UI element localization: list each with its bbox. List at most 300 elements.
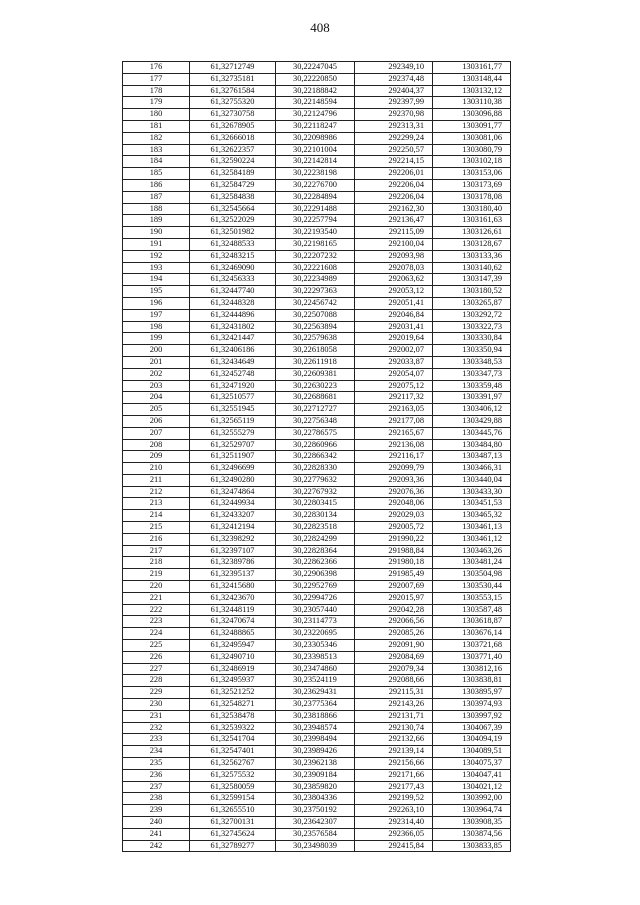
table-row [123, 333, 511, 345]
table-row [123, 498, 511, 510]
longitude-cell: 30,23474860 [276, 663, 355, 675]
table-row [123, 569, 511, 581]
y-coordinate-cell: 1303126,61 [433, 227, 511, 239]
point-number-cell: 206 [123, 415, 190, 427]
table-row [123, 439, 511, 451]
x-coordinate-cell: 292366,05 [355, 828, 433, 840]
latitude-cell: 61,32398292 [190, 533, 276, 545]
longitude-cell: 30,22188842 [276, 85, 355, 97]
longitude-cell: 30,22611918 [276, 356, 355, 368]
y-coordinate-cell: 1303429,88 [433, 415, 511, 427]
y-coordinate-cell: 1303440,04 [433, 474, 511, 486]
x-coordinate-cell: 292349,10 [355, 62, 433, 74]
y-coordinate-cell: 1303128,67 [433, 238, 511, 250]
longitude-cell: 30,22823518 [276, 522, 355, 534]
point-number-cell: 216 [123, 533, 190, 545]
table-row [123, 191, 511, 203]
latitude-cell: 61,32495937 [190, 675, 276, 687]
x-coordinate-cell: 292015,97 [355, 592, 433, 604]
latitude-cell: 61,32431802 [190, 321, 276, 333]
y-coordinate-cell: 1303132,12 [433, 85, 511, 97]
point-number-cell: 210 [123, 463, 190, 475]
x-coordinate-cell: 292206,04 [355, 179, 433, 191]
y-coordinate-cell: 1303391,97 [433, 392, 511, 404]
x-coordinate-cell: 292299,24 [355, 132, 433, 144]
latitude-cell: 61,32538478 [190, 710, 276, 722]
point-number-cell: 219 [123, 569, 190, 581]
table-row [123, 215, 511, 227]
table-row [123, 132, 511, 144]
table-row [123, 769, 511, 781]
x-coordinate-cell: 292029,03 [355, 510, 433, 522]
longitude-cell: 30,22862366 [276, 557, 355, 569]
page-number: 408 [310, 20, 330, 35]
y-coordinate-cell: 1303096,88 [433, 109, 511, 121]
point-number-cell: 184 [123, 156, 190, 168]
point-number-cell: 218 [123, 557, 190, 569]
point-number-cell: 188 [123, 203, 190, 215]
longitude-cell: 30,23804336 [276, 793, 355, 805]
point-number-cell: 193 [123, 262, 190, 274]
latitude-cell: 61,32712749 [190, 62, 276, 74]
table-row [123, 227, 511, 239]
y-coordinate-cell: 1303147,39 [433, 274, 511, 286]
table-row [123, 687, 511, 699]
latitude-cell: 61,32510577 [190, 392, 276, 404]
y-coordinate-cell: 1303348,53 [433, 356, 511, 368]
longitude-cell: 30,22860966 [276, 439, 355, 451]
point-number-cell: 236 [123, 769, 190, 781]
point-number-cell: 241 [123, 828, 190, 840]
table-row [123, 380, 511, 392]
table-row [123, 828, 511, 840]
table-row [123, 179, 511, 191]
longitude-cell: 30,22830134 [276, 510, 355, 522]
y-coordinate-cell: 1303618,87 [433, 616, 511, 628]
longitude-cell: 30,23948574 [276, 722, 355, 734]
x-coordinate-cell: 292136,08 [355, 439, 433, 451]
y-coordinate-cell: 1303153,06 [433, 168, 511, 180]
latitude-cell: 61,32521252 [190, 687, 276, 699]
y-coordinate-cell: 1303721,68 [433, 640, 511, 652]
latitude-cell: 61,32496699 [190, 463, 276, 475]
y-coordinate-cell: 1303461,13 [433, 522, 511, 534]
y-coordinate-cell: 1303481,24 [433, 557, 511, 569]
point-number-cell: 183 [123, 144, 190, 156]
y-coordinate-cell: 1303463,26 [433, 545, 511, 557]
point-number-cell: 225 [123, 640, 190, 652]
x-coordinate-cell: 292051,41 [355, 297, 433, 309]
point-number-cell: 182 [123, 132, 190, 144]
latitude-cell: 61,32529707 [190, 439, 276, 451]
x-coordinate-cell: 292162,30 [355, 203, 433, 215]
x-coordinate-cell: 292116,17 [355, 451, 433, 463]
y-coordinate-cell: 1303997,92 [433, 710, 511, 722]
table-row [123, 840, 511, 852]
x-coordinate-cell: 292033,87 [355, 356, 433, 368]
x-coordinate-cell: 291980,18 [355, 557, 433, 569]
longitude-cell: 30,22786575 [276, 427, 355, 439]
table-row [123, 758, 511, 770]
latitude-cell: 61,32745624 [190, 828, 276, 840]
y-coordinate-cell: 1303178,08 [433, 191, 511, 203]
latitude-cell: 61,32486919 [190, 663, 276, 675]
y-coordinate-cell: 1303833,85 [433, 840, 511, 852]
longitude-cell: 30,22291488 [276, 203, 355, 215]
point-number-cell: 220 [123, 581, 190, 593]
point-number-cell: 194 [123, 274, 190, 286]
x-coordinate-cell: 292078,03 [355, 262, 433, 274]
latitude-cell: 61,32488865 [190, 628, 276, 640]
x-coordinate-cell: 292054,07 [355, 368, 433, 380]
latitude-cell: 61,32666018 [190, 132, 276, 144]
point-number-cell: 228 [123, 675, 190, 687]
x-coordinate-cell: 292397,99 [355, 97, 433, 109]
x-coordinate-cell: 292076,36 [355, 486, 433, 498]
y-coordinate-cell: 1303173,69 [433, 179, 511, 191]
table-row [123, 722, 511, 734]
x-coordinate-cell: 292130,74 [355, 722, 433, 734]
y-coordinate-cell: 1303445,76 [433, 427, 511, 439]
x-coordinate-cell: 292053,12 [355, 286, 433, 298]
latitude-cell: 61,32449934 [190, 498, 276, 510]
table-row [123, 581, 511, 593]
x-coordinate-cell: 291985,49 [355, 569, 433, 581]
table-row [123, 203, 511, 215]
point-number-cell: 187 [123, 191, 190, 203]
x-coordinate-cell: 292085,26 [355, 628, 433, 640]
point-number-cell: 235 [123, 758, 190, 770]
longitude-cell: 30,22118247 [276, 120, 355, 132]
y-coordinate-cell: 1303350,94 [433, 345, 511, 357]
table-row [123, 73, 511, 85]
y-coordinate-cell: 1303161,63 [433, 215, 511, 227]
table-row [123, 144, 511, 156]
x-coordinate-cell: 292263,10 [355, 805, 433, 817]
longitude-cell: 30,22630223 [276, 380, 355, 392]
y-coordinate-cell: 1303359,48 [433, 380, 511, 392]
longitude-cell: 30,23989426 [276, 746, 355, 758]
point-number-cell: 229 [123, 687, 190, 699]
point-number-cell: 212 [123, 486, 190, 498]
longitude-cell: 30,22906398 [276, 569, 355, 581]
y-coordinate-cell: 1303530,44 [433, 581, 511, 593]
point-number-cell: 227 [123, 663, 190, 675]
x-coordinate-cell: 292214,15 [355, 156, 433, 168]
latitude-cell: 61,32447740 [190, 286, 276, 298]
latitude-cell: 61,32678905 [190, 120, 276, 132]
longitude-cell: 30,22579638 [276, 333, 355, 345]
table-row [123, 533, 511, 545]
longitude-cell: 30,22994726 [276, 592, 355, 604]
y-coordinate-cell: 1304089,51 [433, 746, 511, 758]
latitude-cell: 61,32448119 [190, 604, 276, 616]
point-number-cell: 204 [123, 392, 190, 404]
y-coordinate-cell: 1303874,56 [433, 828, 511, 840]
x-coordinate-cell: 292066,56 [355, 616, 433, 628]
point-number-cell: 195 [123, 286, 190, 298]
longitude-cell: 30,23220695 [276, 628, 355, 640]
y-coordinate-cell: 1303433,30 [433, 486, 511, 498]
y-coordinate-cell: 1303406,12 [433, 404, 511, 416]
x-coordinate-cell: 292005,72 [355, 522, 433, 534]
point-number-cell: 202 [123, 368, 190, 380]
point-number-cell: 239 [123, 805, 190, 817]
longitude-cell: 30,23962138 [276, 758, 355, 770]
table-row [123, 474, 511, 486]
x-coordinate-cell: 292117,32 [355, 392, 433, 404]
y-coordinate-cell: 1304047,41 [433, 769, 511, 781]
y-coordinate-cell: 1303812,16 [433, 663, 511, 675]
x-coordinate-cell: 292115,31 [355, 687, 433, 699]
point-number-cell: 178 [123, 85, 190, 97]
latitude-cell: 61,32575532 [190, 769, 276, 781]
longitude-cell: 30,22247045 [276, 62, 355, 74]
longitude-cell: 30,22779632 [276, 474, 355, 486]
table-row [123, 604, 511, 616]
table-row [123, 427, 511, 439]
x-coordinate-cell: 292136,47 [355, 215, 433, 227]
longitude-cell: 30,22756348 [276, 415, 355, 427]
latitude-cell: 61,32580059 [190, 781, 276, 793]
longitude-cell: 30,22101004 [276, 144, 355, 156]
longitude-cell: 30,22952769 [276, 581, 355, 593]
longitude-cell: 30,23909184 [276, 769, 355, 781]
table-row [123, 817, 511, 829]
latitude-cell: 61,32548271 [190, 699, 276, 711]
y-coordinate-cell: 1303140,62 [433, 262, 511, 274]
table-row [123, 805, 511, 817]
x-coordinate-cell: 292163,05 [355, 404, 433, 416]
point-number-cell: 198 [123, 321, 190, 333]
latitude-cell: 61,32483215 [190, 250, 276, 262]
x-coordinate-cell: 292002,07 [355, 345, 433, 357]
y-coordinate-cell: 1303504,98 [433, 569, 511, 581]
latitude-cell: 61,32551945 [190, 404, 276, 416]
table-row [123, 746, 511, 758]
x-coordinate-cell: 292088,66 [355, 675, 433, 687]
latitude-cell: 61,32789277 [190, 840, 276, 852]
point-number-cell: 242 [123, 840, 190, 852]
y-coordinate-cell: 1303964,74 [433, 805, 511, 817]
longitude-cell: 30,22297363 [276, 286, 355, 298]
latitude-cell: 61,32599154 [190, 793, 276, 805]
latitude-cell: 61,32469090 [190, 262, 276, 274]
y-coordinate-cell: 1303974,93 [433, 699, 511, 711]
point-number-cell: 180 [123, 109, 190, 121]
point-number-cell: 186 [123, 179, 190, 191]
y-coordinate-cell: 1304067,39 [433, 722, 511, 734]
latitude-cell: 61,32511907 [190, 451, 276, 463]
latitude-cell: 61,32434649 [190, 356, 276, 368]
table-row [123, 238, 511, 250]
longitude-cell: 30,23818866 [276, 710, 355, 722]
y-coordinate-cell: 1303771,40 [433, 651, 511, 663]
x-coordinate-cell: 292007,69 [355, 581, 433, 593]
point-number-cell: 213 [123, 498, 190, 510]
x-coordinate-cell: 292019,64 [355, 333, 433, 345]
latitude-cell: 61,32730758 [190, 109, 276, 121]
y-coordinate-cell: 1303553,15 [433, 592, 511, 604]
point-number-cell: 191 [123, 238, 190, 250]
y-coordinate-cell: 1303091,77 [433, 120, 511, 132]
point-number-cell: 231 [123, 710, 190, 722]
x-coordinate-cell: 292084,69 [355, 651, 433, 663]
x-coordinate-cell: 292156,66 [355, 758, 433, 770]
coordinate-table-body [123, 62, 511, 852]
latitude-cell: 61,32412194 [190, 522, 276, 534]
point-number-cell: 209 [123, 451, 190, 463]
longitude-cell: 30,23524119 [276, 675, 355, 687]
x-coordinate-cell: 292143,26 [355, 699, 433, 711]
latitude-cell: 61,32547401 [190, 746, 276, 758]
y-coordinate-cell: 1303080,79 [433, 144, 511, 156]
table-row [123, 286, 511, 298]
latitude-cell: 61,32565119 [190, 415, 276, 427]
longitude-cell: 30,22198165 [276, 238, 355, 250]
latitude-cell: 61,32522029 [190, 215, 276, 227]
point-number-cell: 205 [123, 404, 190, 416]
y-coordinate-cell: 1303102,18 [433, 156, 511, 168]
x-coordinate-cell: 292206,04 [355, 191, 433, 203]
y-coordinate-cell: 1303180,40 [433, 203, 511, 215]
point-number-cell: 203 [123, 380, 190, 392]
longitude-cell: 30,22824299 [276, 533, 355, 545]
table-row [123, 274, 511, 286]
point-number-cell: 238 [123, 793, 190, 805]
table-row [123, 62, 511, 74]
longitude-cell: 30,22618058 [276, 345, 355, 357]
table-row [123, 97, 511, 109]
latitude-cell: 61,32433207 [190, 510, 276, 522]
x-coordinate-cell: 292079,34 [355, 663, 433, 675]
point-number-cell: 215 [123, 522, 190, 534]
latitude-cell: 61,32562767 [190, 758, 276, 770]
x-coordinate-cell: 292075,12 [355, 380, 433, 392]
table-row [123, 156, 511, 168]
point-number-cell: 221 [123, 592, 190, 604]
longitude-cell: 30,22238198 [276, 168, 355, 180]
y-coordinate-cell: 1303484,80 [433, 439, 511, 451]
point-number-cell: 179 [123, 97, 190, 109]
latitude-cell: 61,32584189 [190, 168, 276, 180]
latitude-cell: 61,32539322 [190, 722, 276, 734]
latitude-cell: 61,32423670 [190, 592, 276, 604]
x-coordinate-cell: 292046,84 [355, 309, 433, 321]
point-number-cell: 214 [123, 510, 190, 522]
y-coordinate-cell: 1303322,73 [433, 321, 511, 333]
table-row [123, 120, 511, 132]
point-number-cell: 234 [123, 746, 190, 758]
latitude-cell: 61,32490710 [190, 651, 276, 663]
longitude-cell: 30,22207232 [276, 250, 355, 262]
point-number-cell: 197 [123, 309, 190, 321]
longitude-cell: 30,22507088 [276, 309, 355, 321]
latitude-cell: 61,32545664 [190, 203, 276, 215]
point-number-cell: 201 [123, 356, 190, 368]
latitude-cell: 61,32735181 [190, 73, 276, 85]
latitude-cell: 61,32421447 [190, 333, 276, 345]
table-row [123, 109, 511, 121]
longitude-cell: 30,23750192 [276, 805, 355, 817]
latitude-cell: 61,32406186 [190, 345, 276, 357]
table-row [123, 345, 511, 357]
longitude-cell: 30,23859820 [276, 781, 355, 793]
x-coordinate-cell: 291988,84 [355, 545, 433, 557]
latitude-cell: 61,32495947 [190, 640, 276, 652]
x-coordinate-cell: 292250,57 [355, 144, 433, 156]
table-row [123, 545, 511, 557]
table-row [123, 404, 511, 416]
point-number-cell: 233 [123, 734, 190, 746]
table-row [123, 616, 511, 628]
longitude-cell: 30,22828330 [276, 463, 355, 475]
point-number-cell: 199 [123, 333, 190, 345]
point-number-cell: 240 [123, 817, 190, 829]
latitude-cell: 61,32700131 [190, 817, 276, 829]
table-row [123, 663, 511, 675]
x-coordinate-cell: 292139,14 [355, 746, 433, 758]
y-coordinate-cell: 1303838,81 [433, 675, 511, 687]
latitude-cell: 61,32448328 [190, 297, 276, 309]
table-row [123, 297, 511, 309]
x-coordinate-cell: 291990,22 [355, 533, 433, 545]
latitude-cell: 61,32555279 [190, 427, 276, 439]
x-coordinate-cell: 292042,28 [355, 604, 433, 616]
y-coordinate-cell: 1303676,14 [433, 628, 511, 640]
table-row [123, 651, 511, 663]
longitude-cell: 30,22124796 [276, 109, 355, 121]
x-coordinate-cell: 292177,08 [355, 415, 433, 427]
longitude-cell: 30,23114773 [276, 616, 355, 628]
table-row [123, 356, 511, 368]
y-coordinate-cell: 1303110,38 [433, 97, 511, 109]
longitude-cell: 30,22456742 [276, 297, 355, 309]
y-coordinate-cell: 1303347,73 [433, 368, 511, 380]
table-row [123, 781, 511, 793]
x-coordinate-cell: 292100,04 [355, 238, 433, 250]
longitude-cell: 30,23576584 [276, 828, 355, 840]
x-coordinate-cell: 292177,43 [355, 781, 433, 793]
point-number-cell: 185 [123, 168, 190, 180]
x-coordinate-cell: 292093,98 [355, 250, 433, 262]
longitude-cell: 30,23498039 [276, 840, 355, 852]
longitude-cell: 30,23305346 [276, 640, 355, 652]
x-coordinate-cell: 292091,90 [355, 640, 433, 652]
point-number-cell: 190 [123, 227, 190, 239]
longitude-cell: 30,22234989 [276, 274, 355, 286]
x-coordinate-cell: 292199,52 [355, 793, 433, 805]
point-number-cell: 226 [123, 651, 190, 663]
latitude-cell: 61,32590224 [190, 156, 276, 168]
longitude-cell: 30,22257794 [276, 215, 355, 227]
latitude-cell: 61,32456333 [190, 274, 276, 286]
y-coordinate-cell: 1303265,87 [433, 297, 511, 309]
latitude-cell: 61,32444896 [190, 309, 276, 321]
longitude-cell: 30,22098986 [276, 132, 355, 144]
longitude-cell: 30,22276700 [276, 179, 355, 191]
longitude-cell: 30,23057440 [276, 604, 355, 616]
point-number-cell: 177 [123, 73, 190, 85]
table-row [123, 710, 511, 722]
y-coordinate-cell: 1303587,48 [433, 604, 511, 616]
y-coordinate-cell: 1303161,77 [433, 62, 511, 74]
latitude-cell: 61,32397107 [190, 545, 276, 557]
longitude-cell: 30,23629431 [276, 687, 355, 699]
x-coordinate-cell: 292374,48 [355, 73, 433, 85]
y-coordinate-cell: 1303487,13 [433, 451, 511, 463]
point-number-cell: 192 [123, 250, 190, 262]
